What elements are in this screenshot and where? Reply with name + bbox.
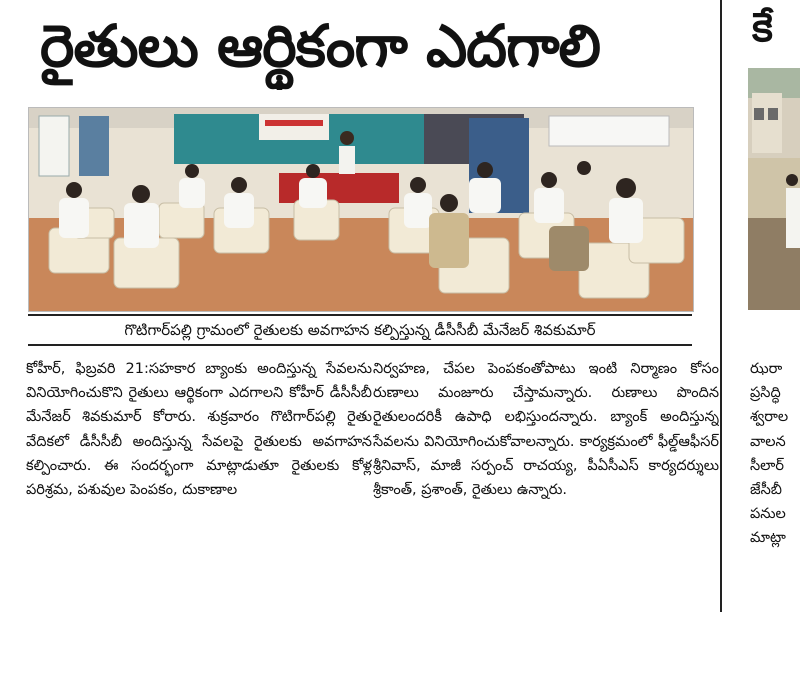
adjacent-text-line: జేసీబీ	[750, 481, 782, 498]
column-divider	[720, 0, 722, 612]
adjacent-text-line: శ్వరాల	[750, 409, 789, 426]
adjacent-article-photo	[748, 68, 800, 310]
adjacent-text-line: వాలన	[750, 433, 786, 450]
article-headline: రైతులు ఆర్థికంగా ఎదగాలి	[40, 12, 601, 80]
adjacent-article-headline: కే	[752, 5, 773, 51]
article-column-2: నిర్వహణ, చేపల పెంపకంతోపాటు ఇంటి నిర్మాణం కోసం రుణాలు మంజూరు చేస్తామన్నారు. రుణాలు పొందిన రైతులందరికీ ఉపాధి లభిస్తుందన్నారు. బ్యాంక్ అందిస్తున్న సేవలను వినియోగించుకోవాలన్నారు. కార్యక్రమంలో ఫీల్డ్‌ఆఫీసర్ శ్రీనివాస్, మాజీ సర్పంచ్ రాచయ్య, పీఏసీఎస్ కార్యదర్శులు శ్రీకాంత్, ప్రశాంత్, రైతులు ఉన్నారు.	[373, 361, 719, 499]
article-column-1: కోహీర్, ఫిబ్రవరి 21:సహకార బ్యాంకు అందిస్తున్న సేవలను వినియోగించుకొని రైతులు ఆర్థికంగా ఎదగాలని కోహీర్ డీసీసీబీ మేనేజర్ శివకుమార్ కోరారు. శుక్రవారం గొటిగార్‌పల్లి రైతు వేదికలో డీసీసీబీ అందిస్తున్న సేవలపై రైతులకు అవగాహన కల్పించారు. ఈ సందర్భంగా మాట్లాడుతూ రైతులకు కోళ్ల పరిశ్రమ, పశువుల పెంపకం, దుకాణాల	[26, 361, 372, 499]
article-photo	[28, 107, 694, 312]
photo-caption: గొటిగార్‌పల్లి గ్రామంలో రైతులకు అవగాహన కల్పిస్తున్న డీసీసీబీ మేనేజర్‌ శివకుమార్‌	[28, 314, 692, 346]
adjacent-text-line: పనుల	[750, 506, 786, 523]
adjacent-article-text	[750, 357, 800, 597]
adjacent-text-line: సీలార్	[750, 457, 784, 474]
adjacent-text-line: మాట్లా	[750, 530, 786, 547]
adjacent-text-line: ఝరా	[750, 361, 783, 377]
adjacent-text-line: ప్రసిద్ధి	[750, 385, 781, 402]
